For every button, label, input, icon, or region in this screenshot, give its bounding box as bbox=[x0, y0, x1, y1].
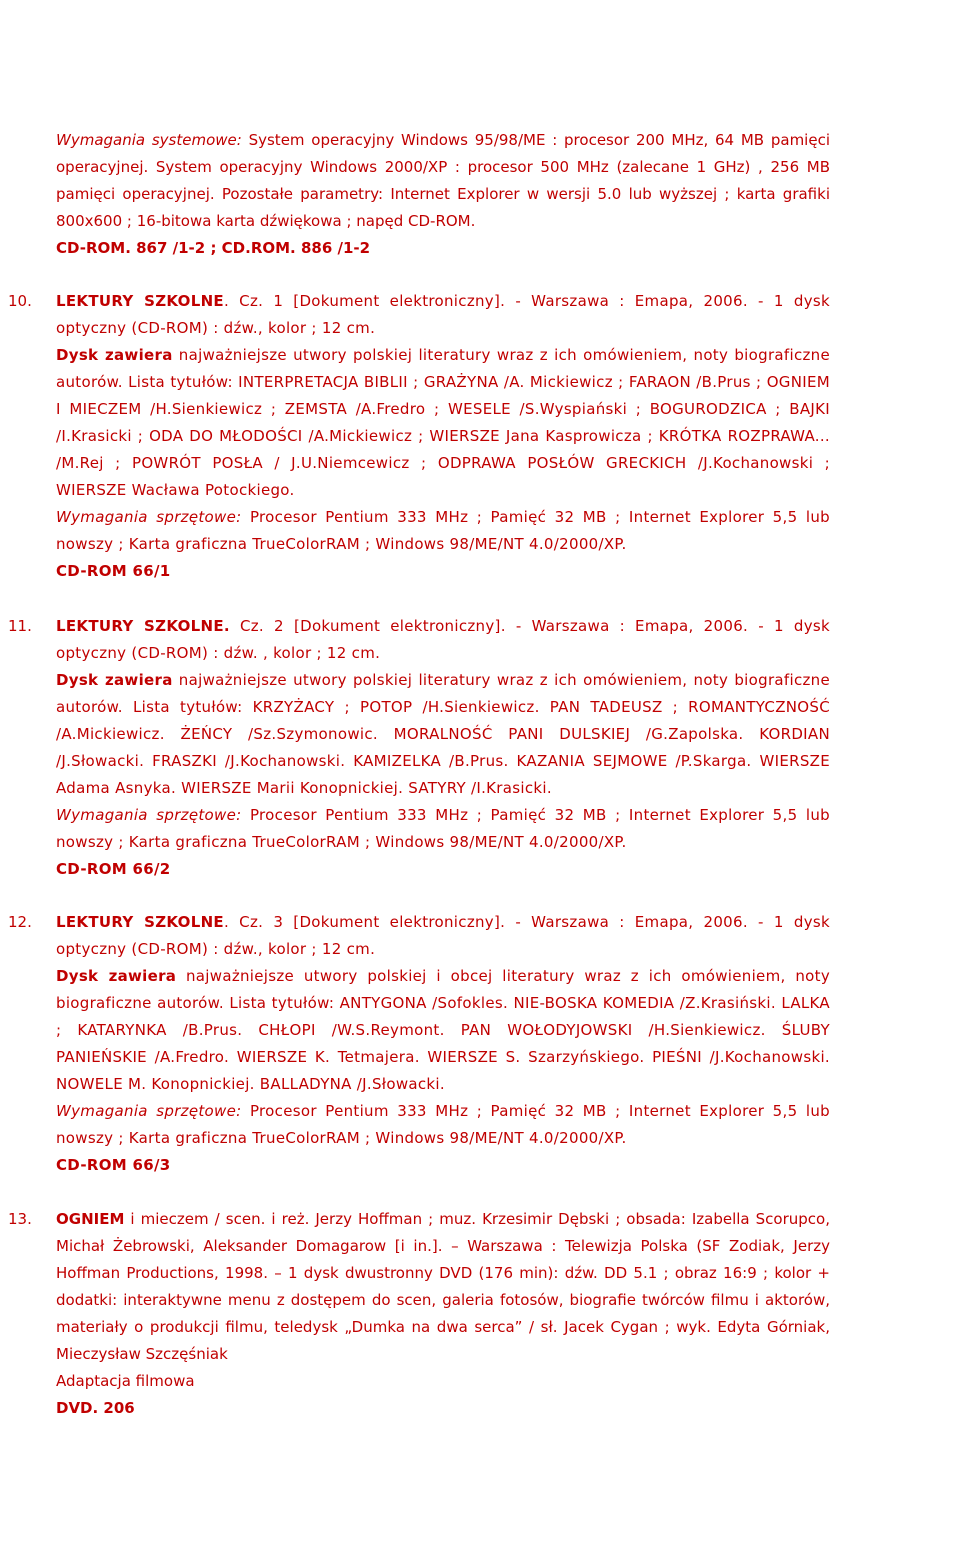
requirements-text: System operacyjny Windows 95/98/ME : procesor 200 MHz, 64 MB pamięci operacyjnej. System operacyjny Windows 2000/XP : procesor 500 MHz (zalecane 1 GHz) , 256 MB pamięci operacyjnej. Pozostałe parametry: Internet Explorer w wersji 5.0 lub wyższej ; karta grafiki 800x600 ; 16-bitowa karta dźwiękowa ; napęd CD-ROM. bbox=[56, 131, 830, 230]
content-text: najważniejsze utwory polskiej i obcej literatury wraz z ich omówieniem, noty biograficzne autorów. Lista tytułów: ANTYGONA /Sofokles. NIE-BOSKA KOMEDIA /Z.Krasiński. LALKA ; KATARYNKA /B.Prus. CHŁOPI /W.S.Reymont. PAN WOŁODYJOWSKI /H.Sienkiewicz. ŚLUBY PANIEŃSKIE /A.Fredro. WIERSZE K. Tetmajera. WIERSZE S. Szarzyńskiego. PIEŚNI /J.Kochanowski. NOWELE M. Konopnickiej. BALLADYNA /J.Słowacki. bbox=[56, 967, 830, 1093]
entry-description: i mieczem / scen. i reż. Jerzy Hoffman ; muz. Krzesimir Dębski ; obsada: Izabella Scorupco, Michał Żebrowski, Aleksander Domagarow [i in.]. – Warszawa : Telewizja Polska (SF Zodiak, Jerzy Hoffman Productions, 1998. – 1 dysk dwustronny DVD (176 min): dźw. DD 5.1 ; obraz 16:9 ; kolor + dodatki: interaktywne menu z dostępem do scen, galeria fotosów, biografie twórców filmu i aktorów, materiały o produkcji filmu, teledysk „Dumka na dwa serca” / sł. Jacek Cygan ; wyk. Edyta Górniak, Mieczysław Szczęśniak bbox=[56, 1210, 830, 1363]
catalog-entry bbox=[56, 613, 830, 883]
call-number: CD-ROM 66/2 bbox=[56, 860, 171, 878]
entry-number: 11. bbox=[8, 617, 32, 635]
requirements-text: Procesor Pentium 333 MHz ; Pamięć 32 MB ; Internet Explorer 5,5 lub nowszy ; Karta graficzna TrueColorRAM ; Windows 98/ME/NT 4.0/2000/XP. bbox=[56, 1102, 831, 1147]
content-label: Dysk zawiera bbox=[56, 967, 177, 985]
entry-title: LEKTURY SZKOLNE. bbox=[56, 617, 230, 635]
entry-note: Adaptacja filmowa bbox=[56, 1372, 195, 1390]
requirements-label: Wymagania sprzętowe: bbox=[56, 806, 242, 824]
entry-title: OGNIEM bbox=[56, 1210, 125, 1228]
entry-title: LEKTURY SZKOLNE bbox=[56, 913, 224, 931]
call-number: DVD. 206 bbox=[56, 1399, 135, 1417]
entry-number: 13. bbox=[8, 1210, 32, 1228]
catalog-entry bbox=[56, 288, 830, 585]
entry-description: . Cz. 1 [Dokument elektroniczny]. - Warszawa : Emapa, 2006. - 1 dysk optyczny (CD-ROM) : dźw., kolor ; 12 cm. bbox=[56, 292, 830, 337]
requirements-label: Wymagania sprzętowe: bbox=[56, 508, 242, 526]
content-text: najważniejsze utwory polskiej literatury wraz z ich omówieniem, noty biograficzne autorów. Lista tytułów: KRZYŻACY ; POTOP /H.Sienkiewicz. PAN TADEUSZ ; ROMANTYCZNOŚĆ /A.Mickiewicz. ŻEŃCY /Sz.Szymonowic. MORALNOŚĆ PANI DULSKIEJ /G.Zapolska. KORDIAN /J.Słowacki. FRASZKI /J.Kochanowski. KAMIZELKA /B.Prus. KAZANIA SEJMOWE /P.Skarga. WIERSZE Adama Asnyka. WIERSZE Marii Konopnickiej. SATYRY /I.Krasicki. bbox=[56, 671, 831, 797]
content-text: najważniejsze utwory polskiej literatury wraz z ich omówieniem, noty biograficzne autorów. Lista tytułów: INTERPRETACJA BIBLII ; GRAŻYNA /A. Mickiewicz ; FARAON /B.Prus ; OGNIEM I MIECZEM /H.Sienkiewicz ; ZEMSTA /A.Fredro ; WESELE /S.Wyspiański ; BOGURODZICA ; BAJKI /I.Krasicki ; ODA DO MŁODOŚCI /A.Mickiewicz ; WIERSZE Jana Kasprowicza ; KRÓTKA ROZPRAWA... /M.Rej ; POWRÓT POSŁA / J.U.Niemcewicz ; ODPRAWA POSŁÓW GRECKICH /J.Kochanowski ; WIERSZE Wacława Potockiego. bbox=[56, 346, 831, 499]
call-number: CD-ROM 66/3 bbox=[56, 1156, 171, 1174]
catalog-entry bbox=[56, 1206, 830, 1422]
call-number: CD-ROM. 867 /1-2 ; CD.ROM. 886 /1-2 bbox=[56, 239, 371, 257]
content-label: Dysk zawiera bbox=[56, 671, 173, 689]
entry-title: LEKTURY SZKOLNE bbox=[56, 292, 224, 310]
requirements-label: Wymagania systemowe: bbox=[56, 131, 242, 149]
entry-description: . Cz. 3 [Dokument elektroniczny]. - Warszawa : Emapa, 2006. - 1 dysk optyczny (CD-ROM) : dźw., kolor ; 12 cm. bbox=[56, 913, 830, 958]
entry-number: 12. bbox=[8, 913, 32, 931]
requirements-text: Procesor Pentium 333 MHz ; Pamięć 32 MB ; Internet Explorer 5,5 lub nowszy ; Karta graficzna TrueColorRAM ; Windows 98/ME/NT 4.0/2000/XP. bbox=[56, 806, 831, 851]
entry-description: Cz. 2 [Dokument elektroniczny]. - Warszawa : Emapa, 2006. - 1 dysk optyczny (CD-ROM) : dźw. , kolor ; 12 cm. bbox=[56, 617, 830, 662]
entry-number: 10. bbox=[8, 292, 32, 310]
system-requirements-block bbox=[56, 127, 830, 262]
requirements-text: Procesor Pentium 333 MHz ; Pamięć 32 MB ; Internet Explorer 5,5 lub nowszy ; Karta graficzna TrueColorRAM ; Windows 98/ME/NT 4.0/2000/XP. bbox=[56, 508, 831, 553]
content-label: Dysk zawiera bbox=[56, 346, 173, 364]
call-number: CD-ROM 66/1 bbox=[56, 562, 171, 580]
requirements-label: Wymagania sprzętowe: bbox=[56, 1102, 242, 1120]
catalog-entry bbox=[56, 909, 830, 1179]
